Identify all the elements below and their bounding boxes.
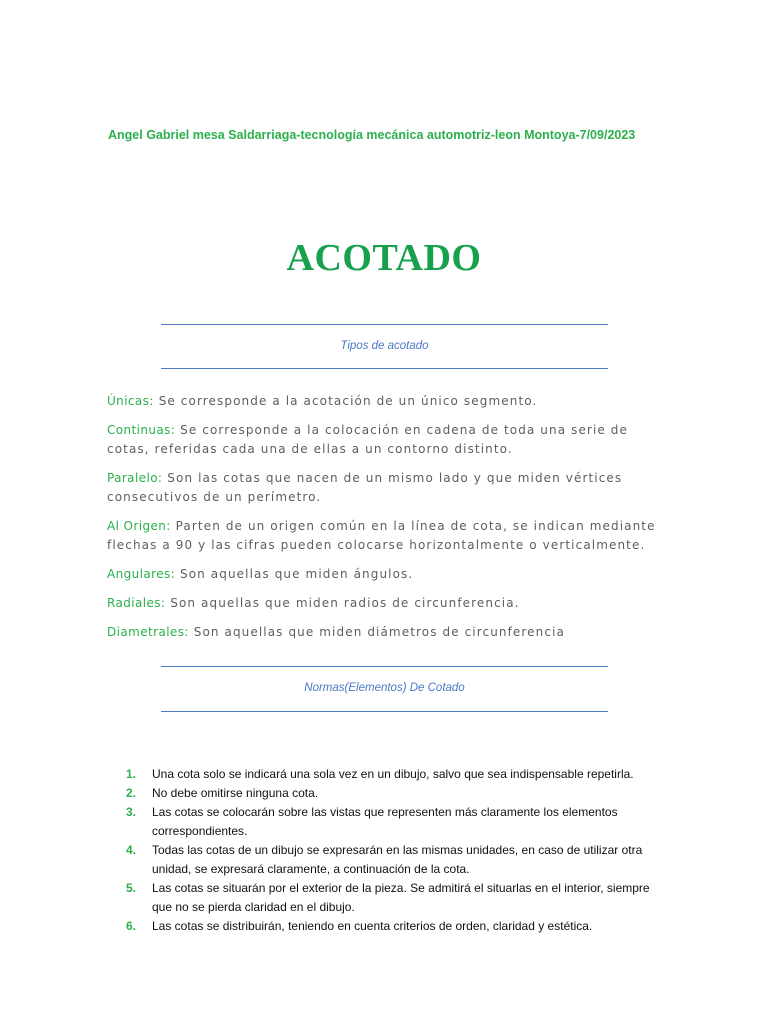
- type-item-paralelo: [107, 469, 667, 507]
- norm-item: [126, 803, 666, 841]
- section2-heading: Normas(Elementos) De Cotado: [304, 682, 465, 694]
- norms-list: [126, 765, 666, 936]
- type-term: Únicas:: [107, 394, 154, 408]
- norm-item: [126, 917, 666, 936]
- section2-top-rule: [161, 666, 608, 667]
- type-term: Diametrales:: [107, 625, 189, 639]
- type-text: Son las cotas que nacen de un mismo lado y que miden vértices consecutivos de un perímetro.: [107, 471, 623, 504]
- type-term: Al Origen:: [107, 519, 171, 533]
- norm-text: Las cotas se distribuirán, teniendo en cuenta criterios de orden, claridad y estética.: [152, 919, 593, 933]
- norm-number: 3.: [126, 805, 137, 819]
- document-title: ACOTADO: [286, 237, 482, 279]
- types-list: [107, 392, 667, 652]
- type-text: Son aquellas que miden diámetros de circunferencia: [188, 625, 565, 639]
- type-item-al-origen: [107, 517, 667, 555]
- type-text: Parten de un origen común en la línea de cota, se indican mediante flechas a 90 y las cifras pueden colocarse horizontalmente o verticalmente.: [107, 519, 656, 552]
- type-term: Paralelo:: [107, 471, 163, 485]
- type-item-angulares: [107, 565, 667, 584]
- type-term: Continuas:: [107, 423, 176, 437]
- norm-text: Una cota solo se indicará una sola vez en un dibujo, salvo que sea indispensable repetirla.: [152, 767, 634, 781]
- type-item-radiales: [107, 594, 667, 613]
- author-line: Angel Gabriel mesa Saldarriaga-tecnología mecánica automotriz-leon Montoya-7/09/2023: [108, 128, 636, 142]
- type-item-unicas: [107, 392, 667, 411]
- section1-bottom-rule: [161, 368, 608, 369]
- norm-item: [126, 765, 666, 784]
- type-text: Son aquellas que miden radios de circunferencia.: [165, 596, 520, 610]
- norm-number: 4.: [126, 843, 137, 857]
- type-term: Angulares:: [107, 567, 176, 581]
- norm-text: Las cotas se colocarán sobre las vistas que representen más claramente los elementos correspondientes.: [152, 805, 618, 838]
- norm-number: 1.: [126, 767, 137, 781]
- norm-item: [126, 879, 666, 917]
- section1-top-rule: [161, 324, 608, 325]
- section2-bottom-rule: [161, 711, 608, 712]
- norm-item: [126, 784, 666, 803]
- norm-text: No debe omitirse ninguna cota.: [152, 786, 319, 800]
- norm-text: Las cotas se situarán por el exterior de la pieza. Se admitirá el situarlas en el interior, siempre que no se pierda claridad en el dibujo.: [152, 881, 650, 914]
- norm-number: 5.: [126, 881, 137, 895]
- type-text: Son aquellas que miden ángulos.: [175, 567, 414, 581]
- norm-number: 6.: [126, 919, 137, 933]
- norm-item: [126, 841, 666, 879]
- norm-number: 2.: [126, 786, 137, 800]
- type-term: Radiales:: [107, 596, 166, 610]
- type-text: Se corresponde a la acotación de un único segmento.: [153, 394, 538, 408]
- norm-text: Todas las cotas de un dibujo se expresarán en las mismas unidades, en caso de utilizar otra unidad, se expresará claramente, a continuación de la cota.: [152, 843, 643, 876]
- type-text: Se corresponde a la colocación en cadena de toda una serie de cotas, referidas cada una de ellas a un contorno distinto.: [107, 423, 628, 456]
- type-item-diametrales: [107, 623, 667, 642]
- type-item-continuas: [107, 421, 667, 459]
- section1-heading: Tipos de acotado: [340, 340, 429, 352]
